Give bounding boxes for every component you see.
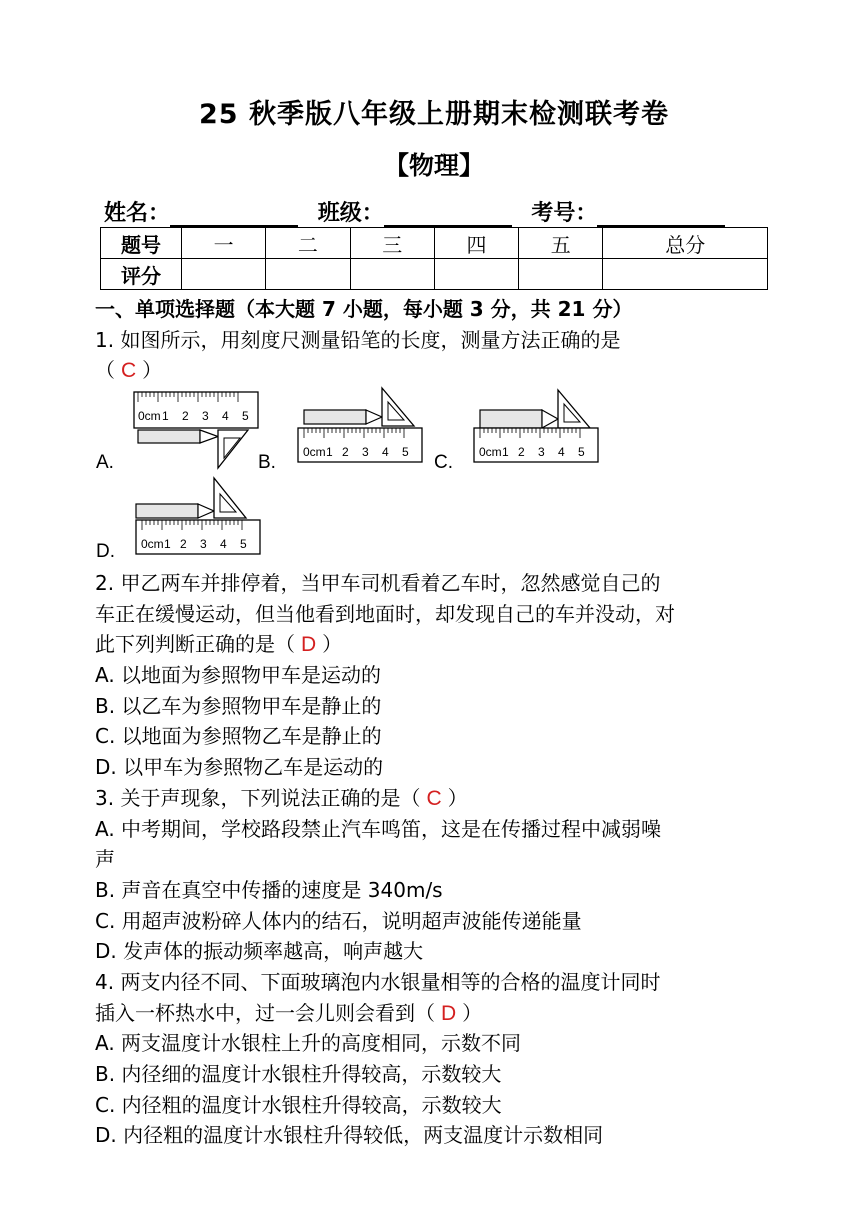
class-blank <box>384 203 512 227</box>
q2-option-d: D. 以甲车为参照物乙车是运动的 <box>95 755 384 779</box>
ruler-label-3: 3 <box>202 409 209 423</box>
q3-stem-text: 3. 关于声现象，下列说法正确的是（ <box>95 786 421 810</box>
ruler-label-1: 1 <box>162 409 169 423</box>
q2-answer: D <box>301 633 317 656</box>
q1-option-d-label: D. <box>96 541 115 562</box>
q1-option-a-label: A. <box>96 452 114 473</box>
ruler-label-2: 2 <box>342 445 349 459</box>
score-cell <box>266 259 350 290</box>
ruler-label-0: 0cm <box>479 445 502 459</box>
q4-option-c: C. 内径粗的温度计水银柱升得较高，示数较大 <box>95 1093 502 1117</box>
q3-answer: C <box>426 787 442 810</box>
q3-close-paren: ） <box>447 786 468 810</box>
ruler-label-0: 0cm <box>303 445 326 459</box>
score-cell <box>350 259 434 290</box>
ruler-label-5: 5 <box>578 445 585 459</box>
exam-title: 25 秋季版八年级上册期末检测联考卷 <box>199 99 669 130</box>
ruler-label-2: 2 <box>182 409 189 423</box>
q2-close-paren: ） <box>322 632 343 656</box>
ruler-label-4: 4 <box>558 445 565 459</box>
q2-stem-text: 此下列判断正确的是（ <box>95 632 295 656</box>
ruler-label-2: 2 <box>518 445 525 459</box>
q1-open-paren: （ <box>95 358 115 382</box>
q1-figure-a <box>132 390 267 470</box>
q2-option-c: C. 以地面为参照物乙车是静止的 <box>95 724 382 748</box>
score-col-total: 总分 <box>603 228 768 259</box>
q4-close-paren: ） <box>462 1001 483 1025</box>
q3-option-a-cont: 声 <box>95 847 115 871</box>
q4-stem-line1: 4. 两支内径不同、下面玻璃泡内水银量相等的合格的温度计同时 <box>95 970 661 994</box>
q1-option-b-label: B. <box>258 452 276 473</box>
q2-stem-line2: 车正在缓慢运动，但当他看到地面时，却发现自己的车并没动，对 <box>95 602 675 626</box>
q1-answer: C <box>121 359 137 382</box>
score-table-score-row <box>101 259 768 290</box>
score-table <box>100 227 768 290</box>
q4-option-a: A. 两支温度计水银柱上升的高度相同，示数不同 <box>95 1031 522 1055</box>
student-info-row <box>104 196 737 227</box>
question-number-label: 题号 <box>101 228 182 259</box>
q4-answer: D <box>441 1002 457 1025</box>
q1-figure-d <box>134 476 269 556</box>
subject-title: 【物理】 <box>383 151 484 180</box>
q1-figure-c <box>472 388 607 468</box>
q3-option-b: B. 声音在真空中传播的速度是 340m/s <box>95 878 443 902</box>
ruler-label-3: 3 <box>200 537 207 551</box>
ruler-label-1: 1 <box>502 445 509 459</box>
score-table-header-row <box>101 228 768 259</box>
q4-stem-text: 插入一杯热水中，过一会儿则会看到（ <box>95 1001 435 1025</box>
ruler-label-1: 1 <box>164 537 171 551</box>
ruler-label-4: 4 <box>220 537 227 551</box>
ruler-label-5: 5 <box>402 445 409 459</box>
section1-heading: 一、单项选择题（本大题 7 小题，每小题 3 分，共 21 分） <box>95 297 633 321</box>
score-col-4: 四 <box>434 228 518 259</box>
score-col-5: 五 <box>519 228 603 259</box>
q4-option-d: D. 内径粗的温度计水银柱升得较低，两支温度计示数相同 <box>95 1123 604 1147</box>
ruler-label-3: 3 <box>538 445 545 459</box>
q3-option-a: A. 中考期间，学校路段禁止汽车鸣笛，这是在传播过程中减弱噪 <box>95 817 662 841</box>
id-blank <box>597 203 725 227</box>
score-col-3: 三 <box>350 228 434 259</box>
q3-option-c: C. 用超声波粉碎人体内的结石，说明超声波能传递能量 <box>95 909 582 933</box>
score-col-1: 一 <box>182 228 266 259</box>
q4-stem-line2 <box>95 998 482 1029</box>
ruler-label-3: 3 <box>362 445 369 459</box>
q4-option-b: B. 内径细的温度计水银柱升得较高，示数较大 <box>95 1062 502 1086</box>
score-col-2: 二 <box>266 228 350 259</box>
q2-option-b: B. 以乙车为参照物甲车是静止的 <box>95 694 382 718</box>
ruler-label-0: 0cm <box>138 409 161 423</box>
q1-close-paren: ） <box>142 358 163 382</box>
score-cell <box>182 259 266 290</box>
q1-figure-b <box>296 386 431 466</box>
q3-stem <box>95 783 468 814</box>
ruler-label-1: 1 <box>326 445 333 459</box>
q2-stem-line1: 2. 甲乙两车并排停着，当甲车司机看着乙车时，忽然感觉自己的 <box>95 571 661 595</box>
score-cell <box>603 259 768 290</box>
score-cell <box>434 259 518 290</box>
q1-stem: 1. 如图所示，用刻度尺测量铅笔的长度，测量方法正确的是 <box>95 328 621 352</box>
ruler-label-2: 2 <box>180 537 187 551</box>
q1-option-c-label: C. <box>434 452 453 473</box>
score-cell <box>519 259 603 290</box>
class-label: 班级： <box>317 201 384 226</box>
q2-stem-line3 <box>95 629 342 660</box>
ruler-label-0: 0cm <box>141 537 164 551</box>
name-blank <box>170 203 298 227</box>
ruler-label-4: 4 <box>382 445 389 459</box>
ruler-label-4: 4 <box>222 409 229 423</box>
score-label: 评分 <box>101 259 182 290</box>
id-label: 考号： <box>531 201 598 226</box>
ruler-label-5: 5 <box>240 537 247 551</box>
q2-option-a: A. 以地面为参照物甲车是运动的 <box>95 663 382 687</box>
q1-answer-line <box>95 355 162 386</box>
ruler-label-5: 5 <box>242 409 249 423</box>
q3-option-d: D. 发声体的振动频率越高，响声越大 <box>95 939 424 963</box>
name-label: 姓名： <box>104 201 171 226</box>
